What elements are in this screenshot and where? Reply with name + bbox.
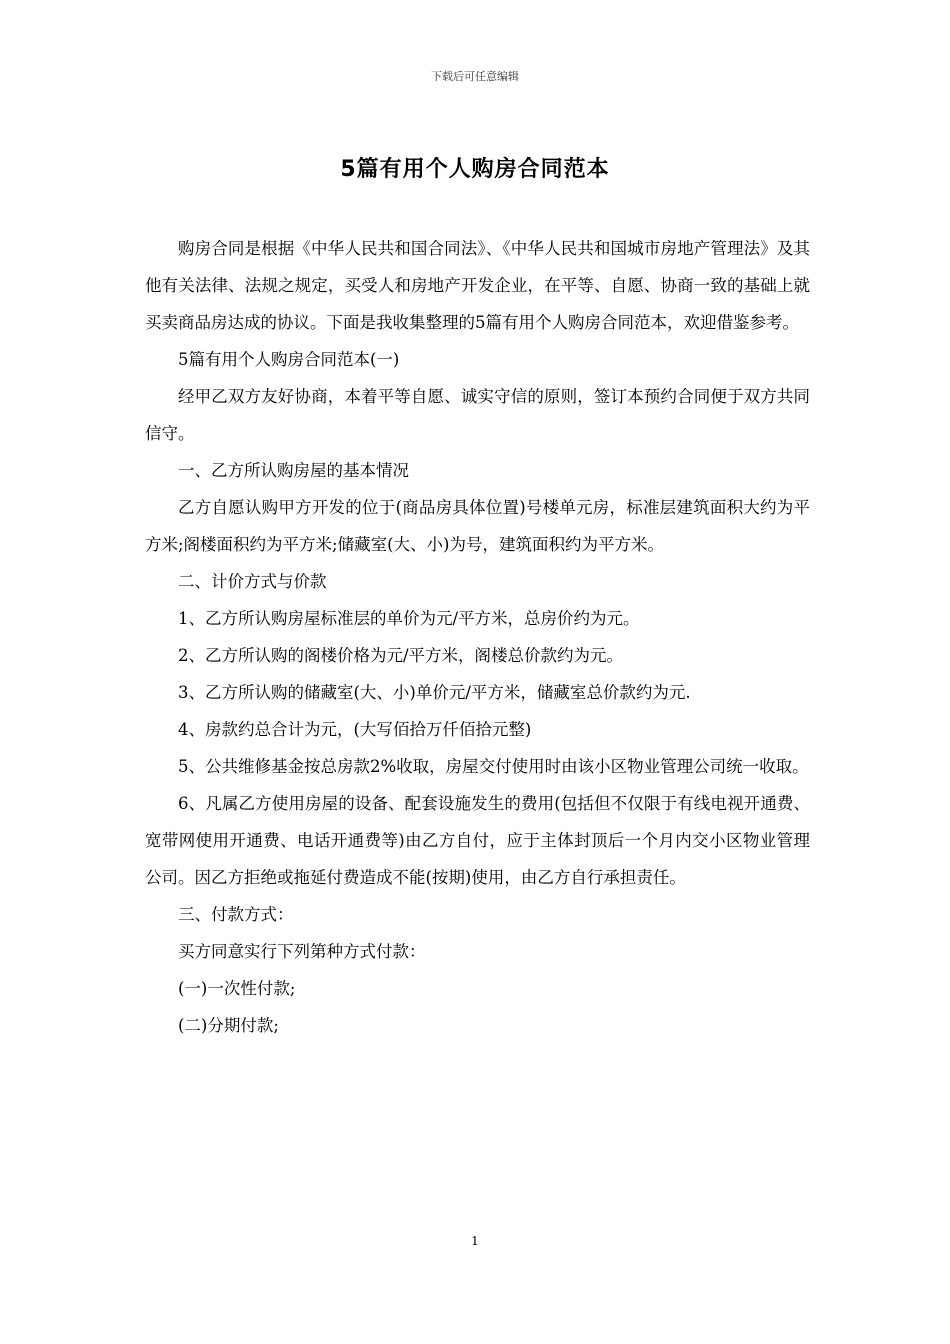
list-item: 3、乙方所认购的储藏室(大、小)单价元/平方米，储藏室总价款约为元.: [178, 683, 691, 702]
list-item: 6、凡属乙方使用房屋的设备、配套设施发生的费用(包括但不仅限于有线电视开通费、宽带网使用开通费、电话开通费等)由乙方自付，应于主体封顶后一个月内交小区物业管理公司。因乙方拒绝或拖延付费造成不能(按期)使用，由乙方自行承担责任。: [145, 794, 810, 887]
list-item: 1、乙方所认购房屋标准层的单价为元/平方米，总房价约为元。: [178, 609, 640, 628]
list-item: (二)分期付款;: [178, 1016, 279, 1035]
intro-paragraph: 购房合同是根据《中华人民共和国合同法》、《中华人民共和国城市房地产管理法》及其他有关法律、法规之规定，买受人和房地产开发企业，在平等、自愿、协商一致的基础上就买卖商品房达成的协议。下面是我收集整理的5篇有用个人购房合同范本，欢迎借鉴参考。: [145, 239, 810, 332]
document-title: 5篇有用个人购房合同范本: [340, 157, 610, 182]
body-paragraph: 经甲乙双方友好协商，本着平等自愿、诚实守信的原则，签订本预约合同便于双方共同信守。: [145, 387, 810, 443]
header-note: 下载后可任意编辑: [431, 70, 519, 83]
list-item: 5、公共维修基金按总房款2%收取，房屋交付使用时由该小区物业管理公司统一收取。: [178, 757, 809, 776]
section-heading: 一、乙方所认购房屋的基本情况: [178, 461, 409, 480]
section-heading: 三、付款方式：: [178, 905, 294, 924]
list-item: 2、乙方所认购的阁楼价格为元/平方米，阁楼总价款约为元。: [178, 646, 624, 665]
page-number: 1: [471, 1234, 479, 1248]
list-item: (一)一次性付款;: [178, 979, 296, 998]
list-item: 4、房款约总合计为元，(大写佰拾万仟佰拾元整): [178, 720, 532, 739]
body-paragraph: 买方同意实行下列第种方式付款：: [178, 942, 426, 961]
section-heading: 5篇有用个人购房合同范本(一): [178, 350, 400, 369]
body-paragraph: 乙方自愿认购甲方开发的位于(商品房具体位置)号楼单元房，标准层建筑面积大约为平方米;阁楼面积约为平方米;储藏室(大、小)为号，建筑面积约为平方米。: [145, 498, 810, 554]
document-body: [145, 230, 810, 1044]
section-heading: 二、计价方式与价款: [178, 572, 327, 591]
